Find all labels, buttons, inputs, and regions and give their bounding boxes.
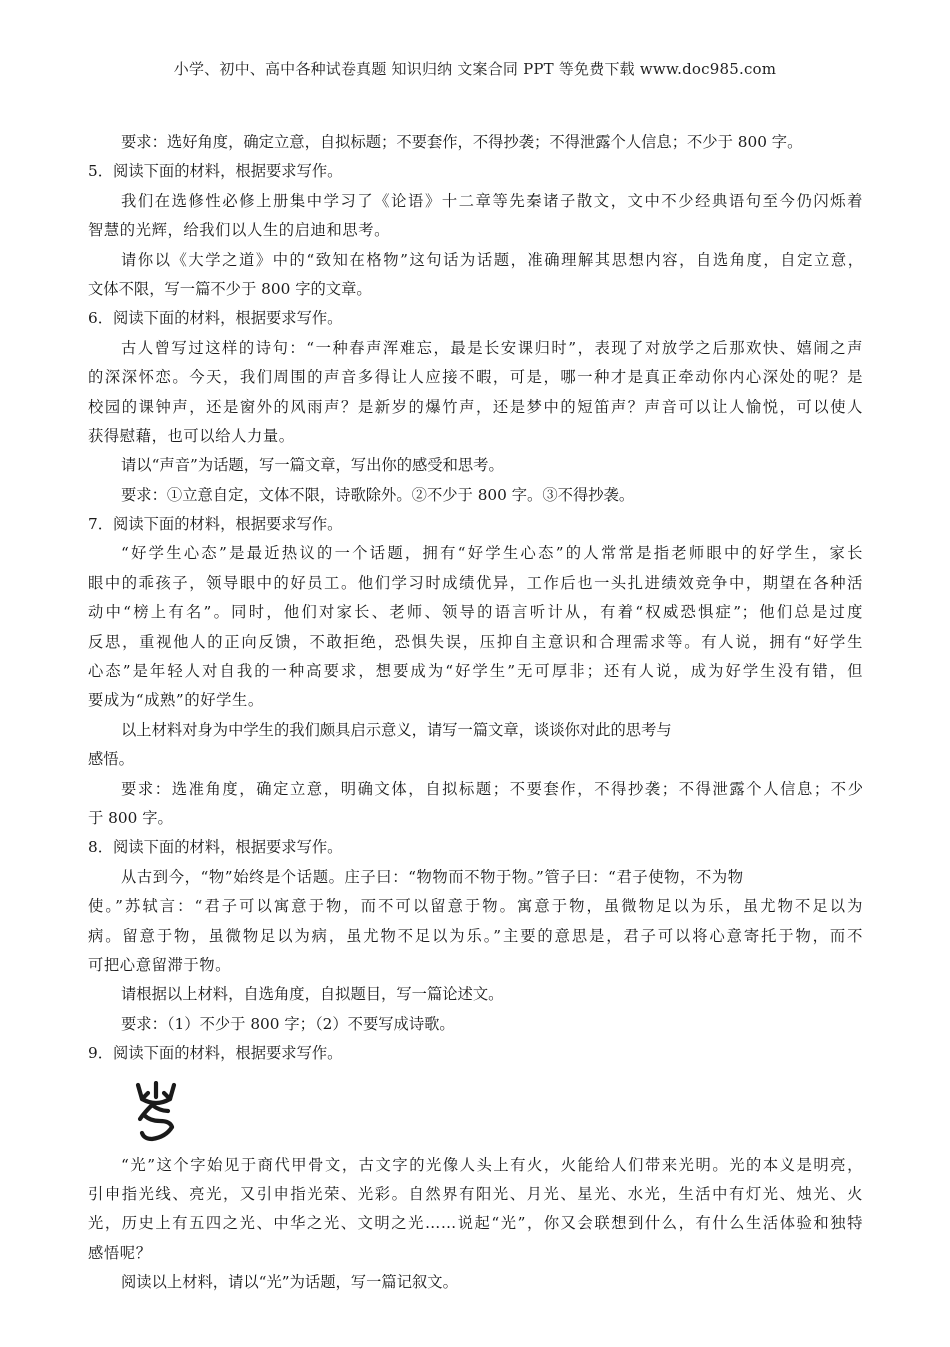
oracle-bone-guang-character-icon [130, 1081, 182, 1143]
text-line: 心态”是年轻人对自我的一种高要求，想要成为“好学生”无可厚非；还有人说，成为好学生没有错，但 [88, 662, 863, 681]
text-line: 眼中的乖孩子，领导眼中的好员工。他们学习时成绩优异，工作后也一头扎进绩效竞争中，期望在各种活 [88, 573, 863, 592]
text-line: 要求：选好角度，确定立意，自拟标题；不要套作，不得抄袭；不得泄露个人信息；不少于 800 字。 [121, 133, 803, 151]
text-line: 引申指光线、亮光，又引申指光荣、光彩。自然界有阳光、月光、星光、水光，生活中有灯光、烛光、火 [88, 1184, 863, 1203]
text-line: 阅读以上材料，请以“光”为话题，写一篇记叙文。 [121, 1273, 458, 1292]
text-line: “好学生心态”是最近热议的一个话题，拥有“好学生心态”的人常常是指老师眼中的好学生，家长 [121, 544, 863, 563]
text-line: 反思，重视他人的正向反馈，不敢拒绝，恐惧失误，压抑自主意识和合理需求等。有人说，拥有“好学生 [88, 632, 863, 651]
text-line: 获得慰藉，也可以给人力量。 [88, 426, 295, 445]
text-line: 的深深怀恋。今天，我们周围的声音多得让人应接不暇，可是，哪一种才是真正牵动你内心深处的呢？是 [88, 368, 863, 387]
figure-oracle-character [88, 1069, 863, 1151]
text-line: 感悟。 [88, 750, 134, 769]
text-line: 使。”苏轼言：“君子可以寓意于物，而不可以留意于物。寓意于物，虽微物足以为乐，虽尤物不足以为 [88, 897, 863, 916]
question-heading: 6．阅读下面的材料，根据要求写作。 [88, 309, 343, 328]
question-heading: 7．阅读下面的材料，根据要求写作。 [88, 515, 343, 534]
text-line: 感悟呢？ [88, 1243, 152, 1262]
text-line: 我们在选修性必修上册集中学习了《论语》十二章等先秦诸子散文，文中不少经典语句至今仍闪烁着 [121, 191, 863, 210]
text-line: 病。留意于物，虽微物足以为病，虽尤物不足以为乐。”主要的意思是，君子可以将心意寄托于物，而不 [88, 926, 863, 945]
text-line: 要求：选准角度，确定立意，明确文体，自拟标题；不要套作，不得抄袭；不得泄露个人信息；不少 [121, 779, 863, 798]
text-line: 智慧的光辉，给我们以人生的启迪和思考。 [88, 221, 391, 240]
text-line: 请你以《大学之道》中的“致知在格物”这句话为话题，准确理解其思想内容，自选角度，自定立意， [121, 250, 863, 269]
text-line: 请根据以上材料，自选角度，自拟题目，写一篇论述文。 [121, 985, 504, 1004]
text-line: 以上材料对身为中学生的我们颇具启示意义，请写一篇文章，谈谈你对此的思考与 [121, 720, 672, 739]
text-line: “光”这个字始见于商代甲骨文，古文字的光像人头上有火，火能给人们带来光明。光的本义是明亮， [121, 1155, 863, 1174]
text-line: 要成为“成熟”的好学生。 [88, 691, 264, 710]
text-line: 光，历史上有五四之光、中华之光、文明之光……说起“光”，你又会联想到什么，有什么生活体验和独特 [88, 1214, 863, 1233]
text-line: 动中“榜上有名”。同时，他们对家长、老师、领导的语言听计从，有着“权威恐惧症”；他们总是过度 [88, 603, 863, 622]
text-line: 要求：①立意自定，文体不限，诗歌除外。②不少于 800 字。③不得抄袭。 [121, 485, 635, 504]
text-line: 可把心意留滞于物。 [88, 955, 232, 974]
text-line: 古人曾写过这样的诗句：“一种春声浑难忘，最是长安课归时”，表现了对放学之后那欢快、嬉闹之声 [121, 338, 863, 357]
text-line: 文体不限，写一篇不少于 800 字的文章。 [88, 279, 372, 298]
text-line: 从古到今，“物”始终是个话题。庄子曰：“物物而不物于物。”管子曰：“君子使物，不为物 [121, 867, 744, 886]
text-block-material [88, 1151, 863, 1298]
text-line: 于 800 字。 [88, 808, 173, 827]
question-heading: 9．阅读下面的材料，根据要求写作。 [88, 1044, 343, 1063]
page-header: 小学、初中、高中各种试卷真题 知识归纳 文案合同 PPT 等免费下载 www.doc985.com [173, 60, 777, 78]
text-line: 校园的课钟声，还是窗外的风雨声？是新岁的爆竹声，还是梦中的短笛声？声音可以让人愉悦，可以使人 [88, 397, 863, 416]
text-line: 要求：（1）不少于 800 字；（2）不要写成诗歌。 [121, 1014, 455, 1033]
text-line: 请以“声音”为话题，写一篇文章，写出你的感受和思考。 [121, 456, 504, 475]
question-heading: 5．阅读下面的材料，根据要求写作。 [88, 162, 343, 181]
text-block-questions [88, 128, 863, 1069]
document-body [88, 128, 863, 1297]
question-heading: 8．阅读下面的材料，根据要求写作。 [88, 838, 343, 857]
